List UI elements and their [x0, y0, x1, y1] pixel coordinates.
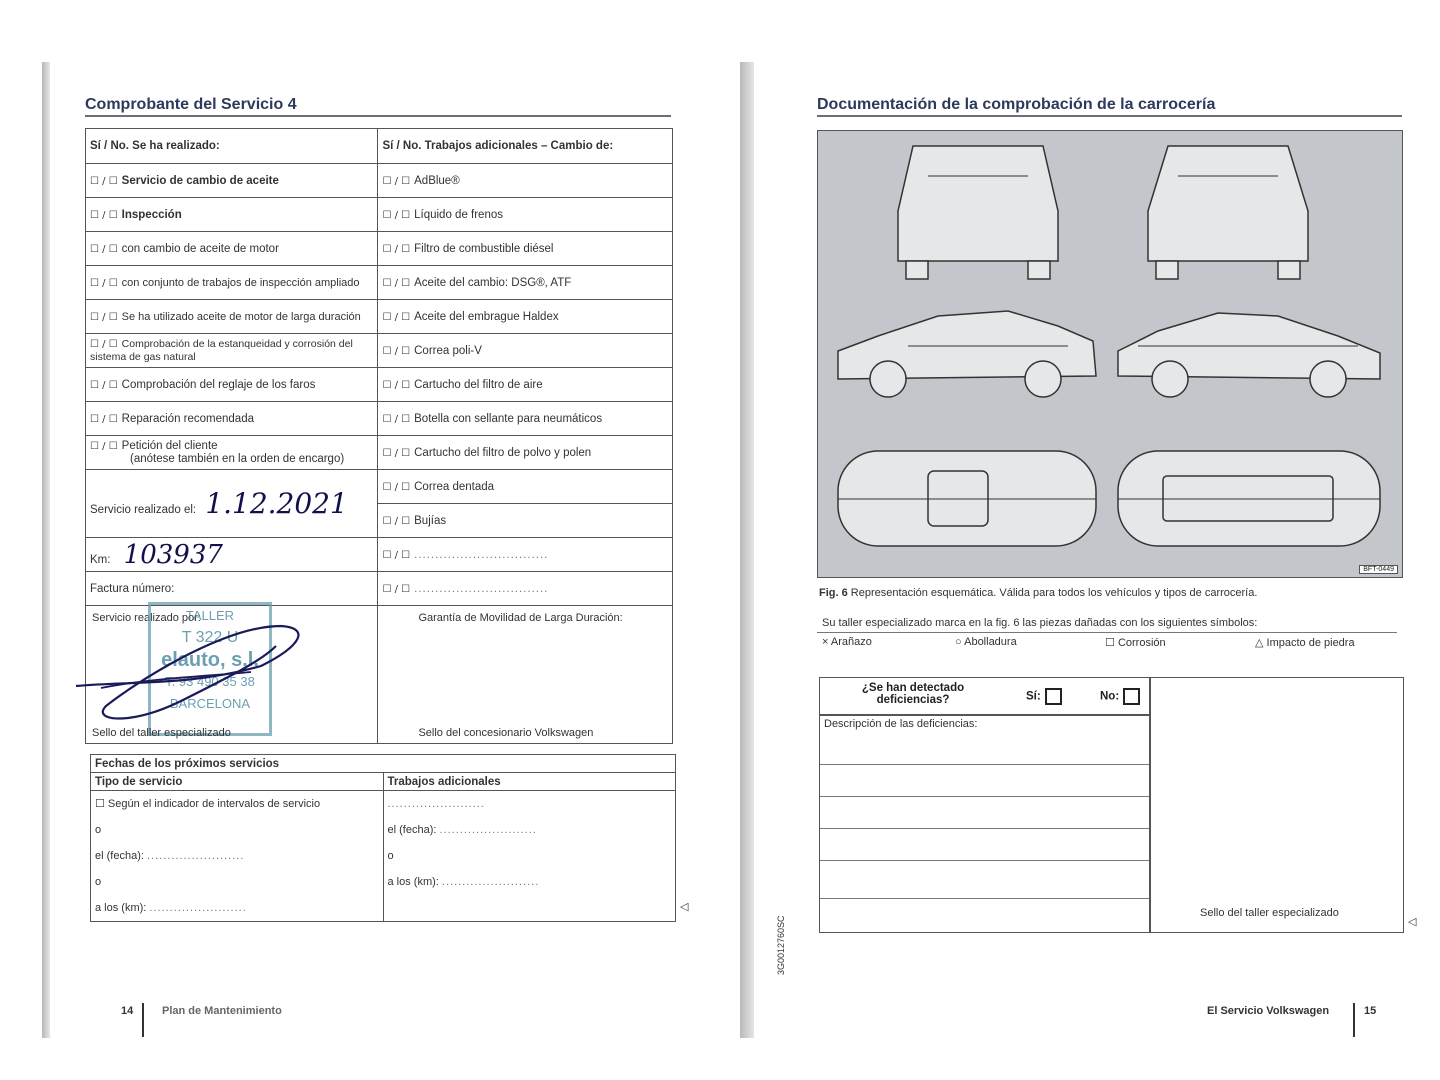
right-page-number: 15 — [1364, 1005, 1377, 1017]
left-page-number: 14 — [121, 1005, 134, 1017]
symbols-instruction: Su taller especializado marca en la fig. 6 las piezas dañadas con los siguientes símbolos: — [822, 617, 1258, 629]
next-services-title: Fechas de los próximos servicios — [91, 755, 676, 773]
additional-item[interactable]: ☐ / ☐ ................................ — [378, 572, 673, 606]
instruction-rule — [817, 632, 1397, 633]
symbol-scratch: × Arañazo — [822, 636, 872, 648]
checklist-item[interactable]: ☐ / ☐ Comprobación de la estanqueidad y corrosión del sistema de gas natural — [86, 334, 378, 368]
next-service-type-cell[interactable]: ☐ Según el indicador de intervalos de servicio o el (fecha): ........................ o a los (km): ........................ — [91, 791, 384, 922]
continue-marker-right: ◁ — [1408, 916, 1417, 928]
col2-header: Sí / No. Trabajos adicionales – Cambio de: — [378, 129, 673, 164]
title-rule — [817, 115, 1402, 117]
title-rule — [85, 115, 671, 117]
additional-item[interactable]: ☐ / ☐ Correa poli-V — [378, 334, 673, 368]
dealer-stamp-cell — [378, 606, 673, 744]
workshop-stamp-cell — [86, 606, 378, 744]
right-footer-label: El Servicio Volkswagen — [1207, 1005, 1330, 1017]
workshop-stamp-label: Sello del taller especializado — [92, 727, 231, 739]
checklist-item[interactable]: ☐ / ☐ Se ha utilizado aceite de motor de larga duración — [86, 300, 378, 334]
additional-item[interactable]: ☐ / ☐ Correa dentada — [378, 470, 673, 504]
next-col2-header: Trabajos adicionales — [383, 773, 676, 791]
checklist-item[interactable]: ☐ / ☐ Petición del cliente (anótese también en la orden de encargo) — [86, 436, 378, 470]
no-checkbox[interactable] — [1123, 688, 1140, 705]
additional-item[interactable]: ☐ / ☐ AdBlue® — [378, 164, 673, 198]
signature — [71, 606, 331, 736]
next-additional-cell[interactable]: ........................ el (fecha): ........................ o a los (km): ........................ — [383, 791, 676, 922]
doc-code: 3G0012760SC — [776, 915, 786, 975]
figure-caption: Fig. 6 Representación esquemática. Válida para todos los vehículos y tipos de carrocería. — [819, 587, 1258, 599]
dealer-stamp-label: Sello del concesionario Volkswagen — [418, 727, 594, 739]
left-page-edge — [42, 62, 50, 1038]
col1-header: Sí / No. Se ha realizado: — [86, 129, 378, 164]
figure-code: BFT-0449 — [1359, 565, 1398, 574]
additional-item[interactable]: ☐ / ☐ Aceite del cambio: DSG®, ATF — [378, 266, 673, 300]
defects-no[interactable]: No: — [1100, 688, 1140, 705]
footer-divider — [142, 1003, 144, 1037]
left-page-title: Comprobante del Servicio 4 — [85, 96, 297, 113]
additional-item[interactable]: ☐ / ☐ Aceite del embrague Haldex — [378, 300, 673, 334]
checklist-item[interactable]: ☐ / ☐ con conjunto de trabajos de inspección ampliado — [86, 266, 378, 300]
service-date-cell[interactable]: Servicio realizado el: 1.12.2021 — [86, 470, 378, 538]
additional-item[interactable]: ☐ / ☐ Filtro de combustible diésel — [378, 232, 673, 266]
defects-stamp-label: Sello del taller especializado — [1200, 907, 1339, 919]
defects-table — [819, 677, 1404, 933]
symbol-corrosion: ☐ Corrosión — [1105, 637, 1166, 649]
left-footer-label: Plan de Mantenimiento — [162, 1005, 282, 1017]
defects-yes[interactable]: Sí: — [1026, 688, 1062, 705]
checklist-item[interactable]: ☐ / ☐ Reparación recomendada — [86, 402, 378, 436]
footer-divider — [1353, 1003, 1355, 1037]
additional-item[interactable]: ☐ / ☐ Bujías — [378, 504, 673, 538]
service-checklist-table — [85, 128, 673, 744]
car-rear-view — [898, 146, 1058, 261]
description-label: Descripción de las deficiencias: — [824, 718, 978, 730]
checklist-item[interactable]: ☐ / ☐ Inspección — [86, 198, 378, 232]
spine — [740, 62, 754, 1038]
yes-checkbox[interactable] — [1045, 688, 1062, 705]
defects-question: ¿Se han detectado deficiencias? — [861, 682, 965, 706]
next-col1-header: Tipo de servicio — [91, 773, 384, 791]
car-diagram — [817, 130, 1403, 578]
checklist-item[interactable]: ☐ / ☐ Servicio de cambio de aceite — [86, 164, 378, 198]
km-value: 103937 — [123, 539, 223, 570]
symbol-stone-chip: △ Impacto de piedra — [1255, 637, 1355, 649]
checklist-item[interactable]: ☐ / ☐ con cambio de aceite de motor — [86, 232, 378, 266]
checklist-item[interactable]: ☐ / ☐ Comprobación del reglaje de los faros — [86, 368, 378, 402]
next-services-table — [90, 754, 676, 922]
car-front-view — [1148, 146, 1308, 261]
invoice-cell[interactable]: Factura número: — [86, 572, 378, 606]
continue-marker-left: ◁ — [680, 901, 689, 913]
service-by-label: Servicio realizado por: — [92, 612, 201, 624]
additional-item[interactable]: ☐ / ☐ Cartucho del filtro de polvo y polen — [378, 436, 673, 470]
additional-item[interactable]: ☐ / ☐ Botella con sellante para neumáticos — [378, 402, 673, 436]
additional-item[interactable]: ☐ / ☐ Líquido de frenos — [378, 198, 673, 232]
additional-item[interactable]: ☐ / ☐ Cartucho del filtro de aire — [378, 368, 673, 402]
service-date-value: 1.12.2021 — [205, 487, 348, 520]
car-outlines — [818, 131, 1402, 577]
warranty-label: Garantía de Movilidad de Larga Duración: — [418, 612, 623, 624]
km-cell[interactable]: Km: 103937 — [86, 538, 378, 572]
symbol-dent: ○ Abolladura — [955, 636, 1017, 648]
right-page-title: Documentación de la comprobación de la carrocería — [817, 96, 1216, 113]
additional-item[interactable]: ☐ / ☐ ................................ — [378, 538, 673, 572]
workshop-stamp: TALLER T 322 U elauto, s.l. T. 93 490 35 38 BARCELONA — [148, 602, 272, 736]
